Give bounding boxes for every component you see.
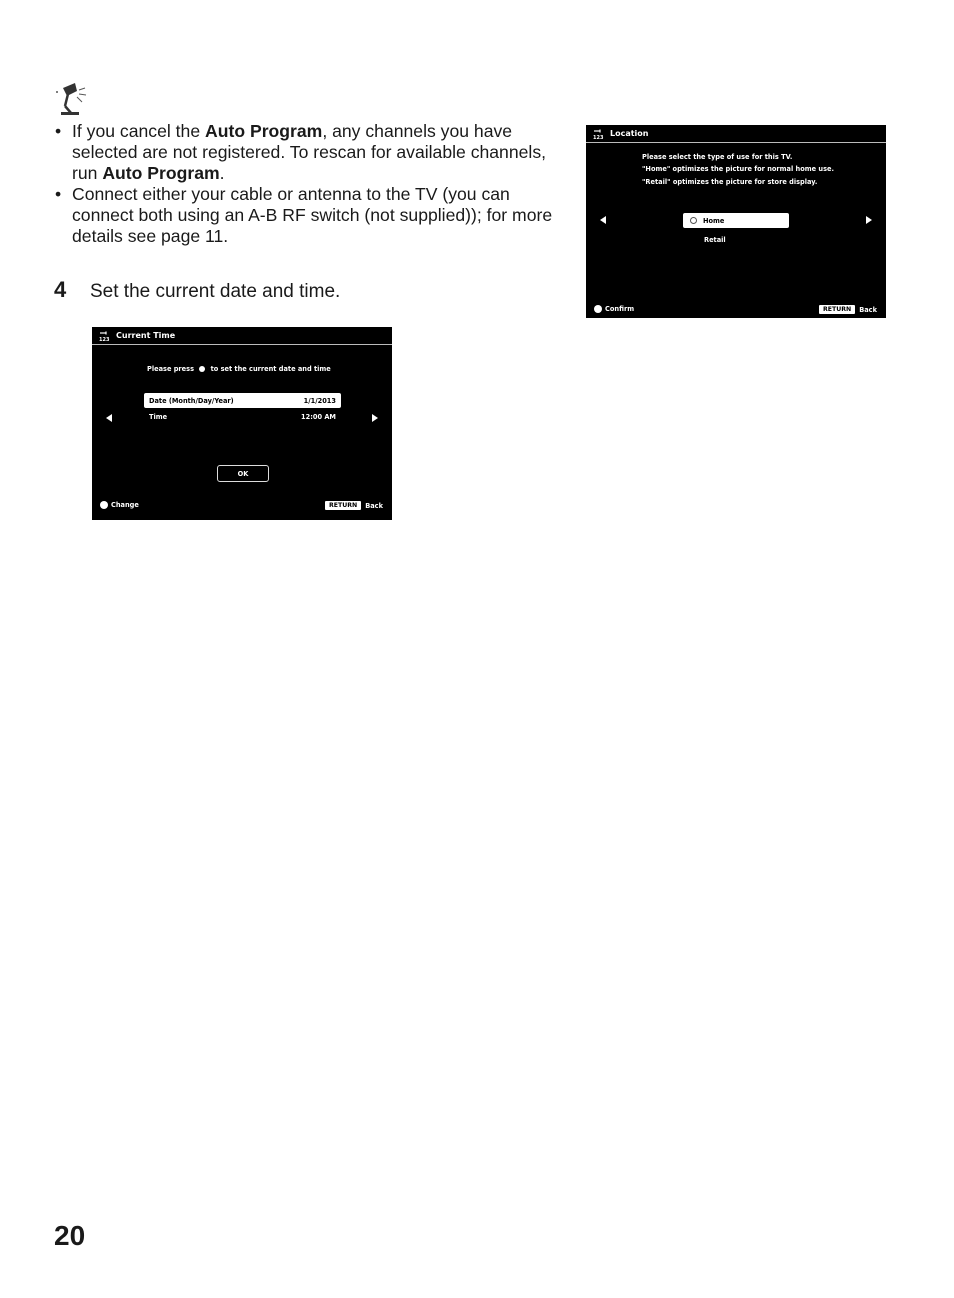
screen-message: Please select the type of use for this TV. "Home" optimizes the picture for normal home use. "Retail" optimizes the picture for store display. <box>642 153 835 186</box>
svg-text:123: 123 <box>99 336 110 341</box>
settings-tools-icon <box>593 129 604 139</box>
footer-back[interactable]: RETURN Back <box>325 501 383 510</box>
right-arrow-icon[interactable] <box>866 216 872 224</box>
footer-back[interactable]: RETURN Back <box>819 305 877 314</box>
screen-titlebar <box>586 125 886 143</box>
screen-title: Current Time <box>116 331 176 340</box>
footer-change: Change <box>100 501 139 509</box>
option-retail[interactable]: Retail <box>704 235 726 244</box>
step-number: 4 <box>54 277 67 302</box>
joystick-icon <box>100 501 108 509</box>
left-arrow-icon[interactable] <box>600 216 606 224</box>
tip-bullet-auto-program: • If you cancel the Auto Program, any channels you have selected are not registered. To rescan for available channels, run Auto Program. <box>54 121 559 184</box>
current-time-screen <box>92 327 392 520</box>
settings-tools-icon <box>99 331 110 341</box>
joystick-icon <box>594 305 602 313</box>
screen-titlebar <box>92 327 392 345</box>
page-number: 20 <box>54 1220 86 1251</box>
option-home[interactable]: Home <box>683 213 789 228</box>
return-badge: RETURN <box>819 305 855 314</box>
joystick-icon <box>199 366 205 372</box>
desk-lamp-icon <box>53 82 89 116</box>
location-screen <box>586 125 886 318</box>
step-4 <box>54 277 340 305</box>
tip-bullet-connect: • Connect either your cable or antenna to the TV (you can connect both using an A-B RF switch (not supplied)); for more details see page 11. <box>54 184 559 247</box>
tip-bullet-list <box>54 121 559 247</box>
time-row[interactable]: Time 12:00 AM <box>149 412 336 421</box>
screen-title: Location <box>610 129 649 138</box>
left-arrow-icon[interactable] <box>106 414 112 422</box>
return-badge: RETURN <box>325 501 361 510</box>
right-arrow-icon[interactable] <box>372 414 378 422</box>
radio-icon <box>690 217 697 224</box>
footer-confirm: Confirm <box>594 305 634 313</box>
svg-text:123: 123 <box>593 134 604 139</box>
date-row[interactable]: Date (Month/Day/Year) 1/1/2013 <box>144 393 341 408</box>
screen-message: Please press to set the current date and time <box>147 365 331 373</box>
ok-button[interactable]: OK <box>217 465 269 482</box>
step-text: Set the current date and time. <box>90 281 341 302</box>
